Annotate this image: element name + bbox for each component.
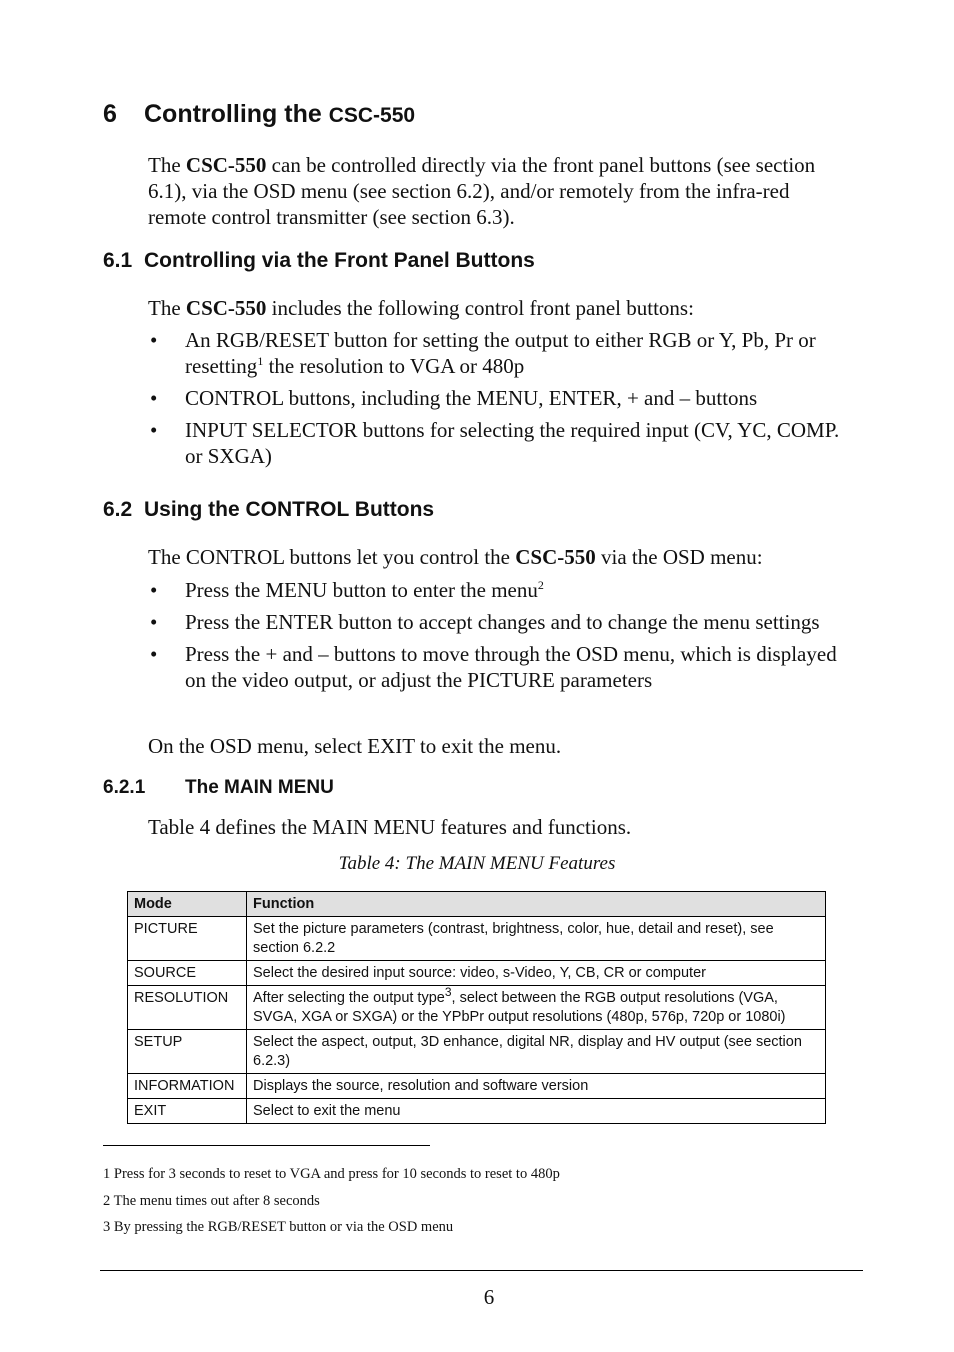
bullet-icon: •	[150, 578, 158, 602]
product-name: CSC-550	[185, 296, 267, 320]
list-item	[148, 327, 848, 379]
list-item	[148, 577, 848, 603]
section-number: 6.2.1	[103, 777, 146, 798]
page-number: 6	[483, 1285, 495, 1309]
intro-text: can be controlled directly via the front panel buttons (see section 6.1), via the OSD menu (see section 6.2), and/or remotely from the infra-red remote control transmitter (see section 6.3).	[148, 153, 816, 229]
intro-text: via the OSD menu:	[595, 545, 763, 569]
footnote-ref: 3	[444, 985, 452, 1000]
section-title: Using the CONTROL Buttons	[144, 498, 435, 521]
section-6-2-intro	[148, 544, 848, 570]
section-number: 6	[103, 100, 117, 128]
section-6-intro	[148, 152, 848, 230]
function-cell: Select the desired input source: video, s-Video, Y, CB, CR or computer	[247, 961, 826, 986]
table-row	[128, 986, 826, 1030]
list-item-text: CONTROL buttons, including the MENU, ENTER, + and – buttons	[185, 386, 758, 410]
list-item-text: the resolution to VGA or 480p	[263, 354, 525, 378]
section-6-2-1-intro: Table 4 defines the MAIN MENU features and functions.	[148, 815, 632, 839]
section-number: 6.1	[103, 249, 133, 272]
control-button-list	[148, 577, 848, 699]
mode-cell: PICTURE	[128, 917, 247, 961]
table-row	[128, 1074, 826, 1099]
footnote-2: 2 The menu times out after 8 seconds	[103, 1193, 320, 1209]
table-caption: Table 4: The MAIN MENU Features	[338, 853, 616, 874]
section-6-2-1-heading	[103, 777, 334, 799]
section-title: The MAIN MENU	[185, 777, 334, 798]
table-row	[128, 961, 826, 986]
section-6-heading	[103, 100, 415, 129]
section-title: Controlling via the Front Panel Buttons	[144, 249, 535, 272]
table-header-row	[128, 892, 826, 917]
section-6-2-outro: On the OSD menu, select EXIT to exit the menu.	[148, 734, 562, 758]
footnote-3: 3 By pressing the RGB/RESET button or via the OSD menu	[103, 1219, 454, 1235]
mode-cell: SOURCE	[128, 961, 247, 986]
mode-cell: SETUP	[128, 1030, 247, 1074]
intro-text: The	[148, 153, 186, 177]
bullet-icon: •	[150, 386, 158, 410]
column-header-mode: Mode	[128, 892, 247, 917]
product-name: CSC-550	[328, 104, 416, 127]
section-number: 6.2	[103, 498, 133, 521]
list-item-text: INPUT SELECTOR buttons for selecting the required input (CV, YC, COMP. or SXGA)	[185, 418, 840, 468]
list-item	[148, 417, 848, 469]
bullet-icon: •	[150, 642, 158, 666]
bullet-icon: •	[150, 418, 158, 442]
list-item	[148, 609, 848, 635]
function-cell: Set the picture parameters (contrast, brightness, color, hue, detail and reset), see section 6.2.2	[247, 917, 826, 961]
table-row	[128, 917, 826, 961]
intro-text: includes the following control front panel buttons:	[266, 296, 694, 320]
section-6-2-heading	[103, 498, 434, 522]
front-panel-button-list	[148, 327, 848, 475]
product-name: CSC-550	[185, 153, 267, 177]
function-cell: Select to exit the menu	[247, 1099, 826, 1124]
list-item-text: An RGB/RESET button for setting the output to either RGB or Y, Pb, Pr or resetting	[185, 328, 816, 378]
mode-cell: EXIT	[128, 1099, 247, 1124]
column-header-function: Function	[247, 892, 826, 917]
section-6-1-intro	[148, 295, 848, 321]
list-item	[148, 385, 848, 411]
table-row	[128, 1030, 826, 1074]
footnote-ref: 2	[537, 578, 544, 592]
footnote-ref: 1	[257, 354, 264, 368]
function-cell	[247, 986, 826, 1030]
function-text: , select between the RGB output resolutions (VGA, SVGA, XGA or SXGA) or the YPbPr output resolutions (480p, 576p, 720p or 1080i)	[253, 990, 786, 1025]
function-text: After selecting the output type	[253, 990, 445, 1006]
bullet-icon: •	[150, 328, 158, 352]
list-item	[148, 641, 848, 693]
mode-cell: INFORMATION	[128, 1074, 247, 1099]
intro-text: The	[148, 296, 186, 320]
list-item-text: Press the ENTER button to accept changes and to change the menu settings	[185, 610, 820, 634]
product-name: CSC-550	[515, 545, 596, 569]
function-cell: Displays the source, resolution and software version	[247, 1074, 826, 1099]
footnote-1: 1 Press for 3 seconds to reset to VGA and press for 10 seconds to reset to 480p	[103, 1166, 560, 1182]
section-title: Controlling the	[144, 100, 329, 128]
bullet-icon: •	[150, 610, 158, 634]
intro-text: The CONTROL buttons let you control the	[148, 545, 516, 569]
mode-cell: RESOLUTION	[128, 986, 247, 1030]
section-6-1-heading	[103, 249, 535, 273]
page-footer-divider	[100, 1270, 863, 1271]
footnote-divider	[103, 1145, 430, 1146]
main-menu-table	[127, 891, 826, 1124]
function-cell: Select the aspect, output, 3D enhance, digital NR, display and HV output (see section 6.2.3)	[247, 1030, 826, 1074]
table-row	[128, 1099, 826, 1124]
list-item-text: Press the + and – buttons to move through the OSD menu, which is displayed on the video output, or adjust the PICTURE parameters	[185, 642, 837, 692]
list-item-text: Press the MENU button to enter the menu	[185, 578, 538, 602]
